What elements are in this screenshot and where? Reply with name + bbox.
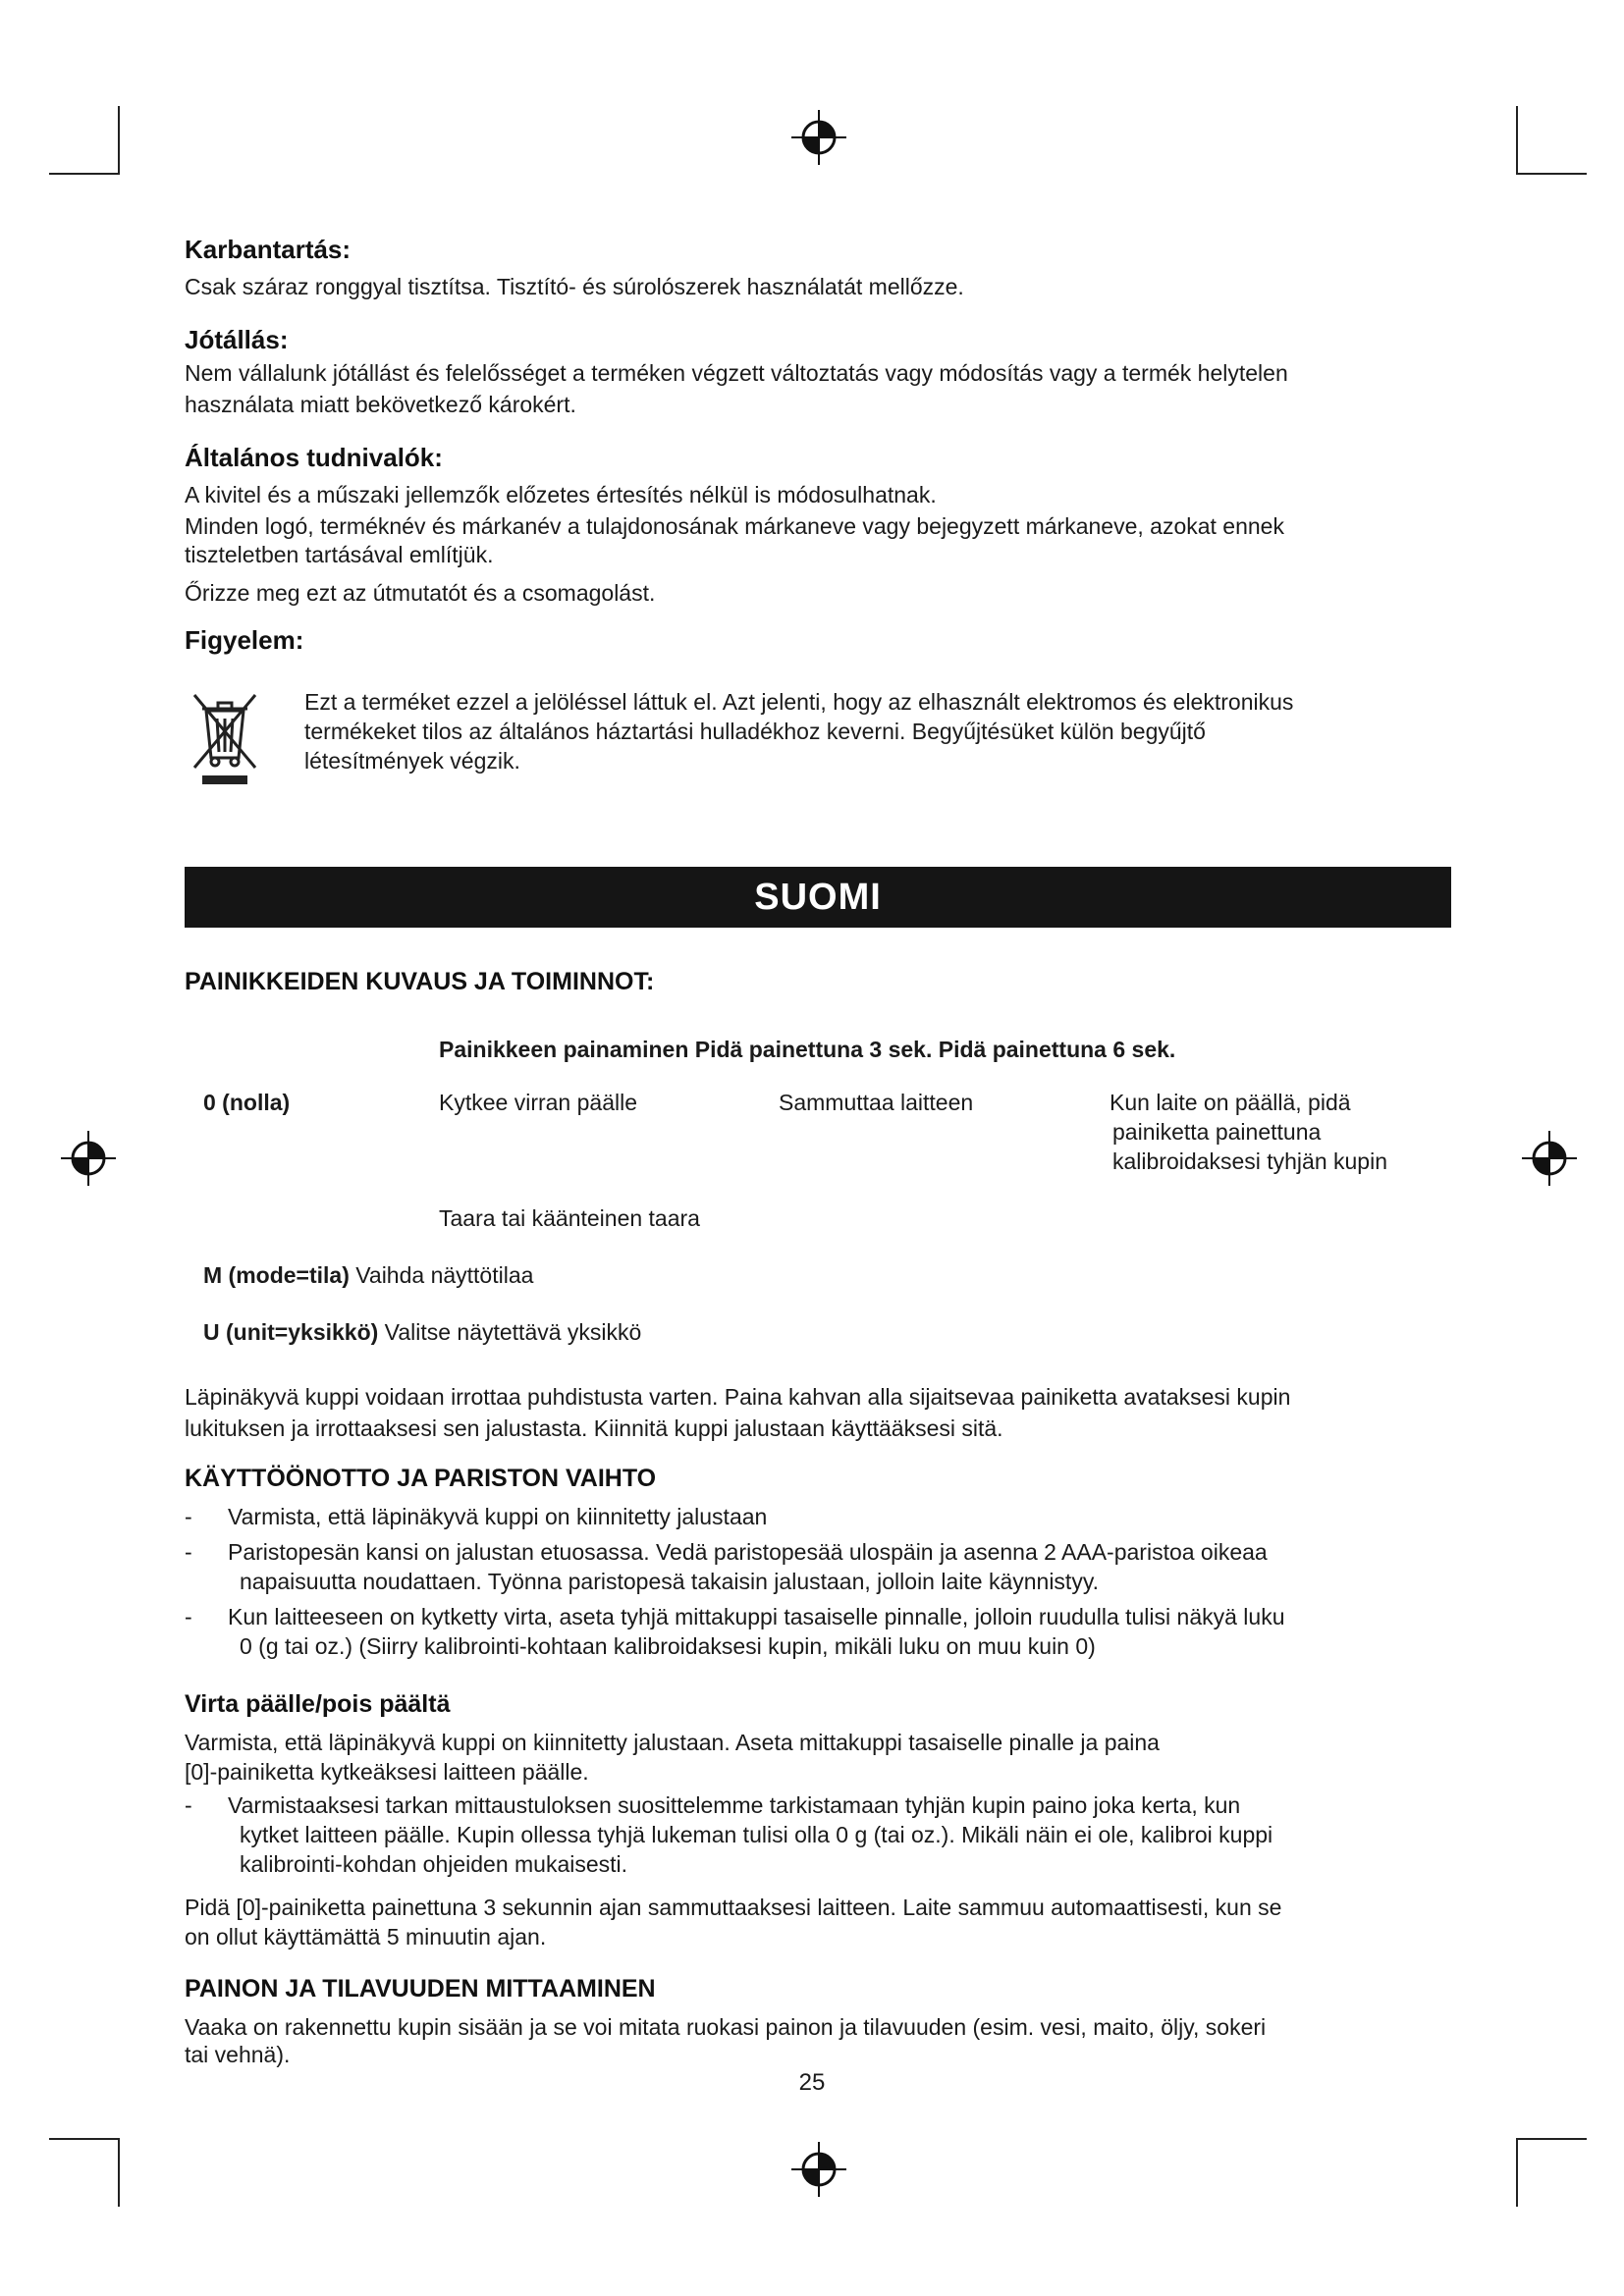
power-list bbox=[185, 1790, 1451, 1879]
language-banner: SUOMI bbox=[185, 867, 1451, 928]
cup-text-line2: lukituksen ja irrottaaksesi sen jalustasta. Kiinnitä kuppi jalustaan käyttääksesi sitä. bbox=[185, 1415, 1003, 1441]
measure-text-line1: Vaaka on rakennettu kupin sisään ja se voi mitata ruokasi painon ja tilavuuden (esim. vesi, maito, öljy, sokeri bbox=[185, 2014, 1267, 2040]
registration-mark-right-icon bbox=[1520, 1129, 1579, 1188]
general-text-2-line1: Minden logó, terméknév és márkanév a tulajdonosának márkaneve vagy bejegyzett márkaneve, azokat ennek bbox=[185, 513, 1284, 539]
general-text-2-line2: tiszteletben tartásával említjük. bbox=[185, 542, 494, 567]
crop-mark-bottom-left-v bbox=[118, 2138, 120, 2207]
general-heading: Általános tudnivalók: bbox=[185, 443, 443, 472]
crop-mark-top-left-v bbox=[118, 106, 120, 175]
list-item: - Varmista, että läpinäkyvä kuppi on kiinnitetty jalustaan bbox=[185, 1504, 768, 1529]
u-button-row bbox=[203, 1317, 641, 1347]
attention-text-line1: Ezt a terméket ezzel a jelöléssel láttuk el. Azt jelenti, hogy az elhasznált elektromos és elektronikus bbox=[304, 689, 1294, 715]
cup-text-line1: Läpinäkyvä kuppi voidaan irrottaa puhdistusta varten. Paina kahvan alla sijaitsevaa painiketta avataksesi kupin bbox=[185, 1384, 1291, 1410]
general-text-3: Őrizze meg ezt az útmutatót és a csomagolást. bbox=[185, 580, 656, 606]
maintenance-heading: Karbantartás: bbox=[185, 235, 352, 264]
general-text-1: A kivitel és a műszaki jellemzők előzetes értesítés nélkül is módosulhatnak. bbox=[185, 482, 937, 507]
maintenance-text: Csak száraz ronggyal tisztítsa. Tisztító- és súrolószerek használatát mellőzze. bbox=[185, 274, 964, 299]
list-item: - Varmistaaksesi tarkan mittaustuloksen suosittelemme tarkistamaan tyhjän kupin paino joka kerta, kun kytket laitteen päälle. Kupin ollessa tyhjä lukeman tulisi olla 0 g (tai oz.). Mikäli näin ei ole, kalibroi kuppi kalibrointi-kohdan ohjeiden mukaisesti. bbox=[185, 1792, 1273, 1877]
power-off-text-line2: on ollut käyttämättä 5 minuutin ajan. bbox=[185, 1924, 547, 1949]
power-text-line1: Varmista, että läpinäkyvä kuppi on kiinnitetty jalustaan. Aseta mittakuppi tasaiselle pinalle ja paina bbox=[185, 1730, 1160, 1755]
list-item: - Paristopesän kansi on jalustan etuosassa. Vedä paristopesää ulospäin ja asenna 2 AAA-paristoa oikeaa napaisuutta noudattaen. Työnna paristopesä takaisin jalustaan, jolloin laite käynnistyy. bbox=[185, 1539, 1268, 1594]
zero-button-hold6-line2: painiketta painettuna bbox=[1112, 1119, 1322, 1145]
list-item: - Kun laitteeseen on kytketty virta, aseta tyhjä mittakuppi tasaiselle pinnalle, jolloin ruudulla tulisi näkyä luku 0 (g tai oz.) (Siirry kalibrointi-kohtaan kalibroidaksesi kupin, mikäli luku on muu kuin 0) bbox=[185, 1604, 1285, 1659]
crop-mark-bottom-right-h bbox=[1516, 2138, 1587, 2140]
battery-heading: KÄYTTÖÖNOTTO JA PARISTON VAIHTO bbox=[185, 1465, 657, 1492]
registration-mark-left-icon bbox=[59, 1129, 118, 1188]
page-number: 25 bbox=[798, 2069, 826, 2096]
zero-button-hold6-line3: kalibroidaksesi tyhjän kupin bbox=[1112, 1148, 1387, 1174]
m-button-label: M (mode=tila) bbox=[203, 1262, 350, 1288]
registration-mark-top-icon bbox=[789, 108, 848, 167]
zero-button-hold6-line1: Kun laite on päällä, pidä bbox=[1110, 1090, 1351, 1115]
attention-text-line3: létesítmények végzik. bbox=[304, 748, 520, 774]
power-text-line2: [0]-painiketta kytkeäksesi laitteen päälle. bbox=[185, 1759, 589, 1785]
crop-mark-top-right-h bbox=[1516, 173, 1587, 175]
attention-heading: Figyelem: bbox=[185, 625, 304, 655]
power-heading: Virta päälle/pois päältä bbox=[185, 1690, 451, 1718]
zero-button-press: Kytkee virran päälle bbox=[439, 1090, 637, 1115]
attention-text-line2: termékeket tilos az általános háztartási hulladékhoz keverni. Begyűjtésüket külön begyűjtő bbox=[304, 719, 1206, 744]
weee-crossed-bin-icon bbox=[190, 687, 259, 789]
crop-mark-top-right-v bbox=[1516, 106, 1518, 175]
registration-mark-bottom-icon bbox=[789, 2140, 848, 2199]
warranty-text-line2: használata miatt bekövetkező károkért. bbox=[185, 392, 576, 417]
battery-list bbox=[185, 1502, 1451, 1661]
measure-heading: PAINON JA TILAVUUDEN MITTAAMINEN bbox=[185, 1975, 656, 2002]
warranty-text-line1: Nem vállalunk jótállást és felelősséget a terméken végzett változtatás vagy módosítás vagy a termék helytelen bbox=[185, 360, 1288, 386]
power-off-text-line1: Pidä [0]-painiketta painettuna 3 sekunnin ajan sammuttaaksesi laitteen. Laite sammuu automaattisesti, kun se bbox=[185, 1895, 1282, 1920]
u-button-label: U (unit=yksikkö) bbox=[203, 1319, 379, 1345]
buttons-heading: PAINIKKEIDEN KUVAUS JA TOIMINNOT: bbox=[185, 968, 655, 995]
tare-text: Taara tai käänteinen taara bbox=[439, 1205, 700, 1231]
crop-mark-top-left-h bbox=[49, 173, 120, 175]
zero-button-hold3: Sammuttaa laitteen bbox=[779, 1090, 974, 1115]
crop-mark-bottom-left-h bbox=[49, 2138, 120, 2140]
buttons-table-header: Painikkeen painaminen Pidä painettuna 3 sek. Pidä painettuna 6 sek. bbox=[439, 1037, 1176, 1062]
m-button-desc: Vaihda näyttötilaa bbox=[349, 1262, 534, 1288]
crop-mark-bottom-right-v bbox=[1516, 2138, 1518, 2207]
zero-button-label: 0 (nolla) bbox=[203, 1090, 291, 1115]
measure-text-line2: tai vehnä). bbox=[185, 2042, 291, 2067]
warranty-heading: Jótállás: bbox=[185, 325, 289, 354]
m-button-row bbox=[203, 1260, 533, 1290]
u-button-desc: Valitse näytettävä yksikkö bbox=[378, 1319, 642, 1345]
